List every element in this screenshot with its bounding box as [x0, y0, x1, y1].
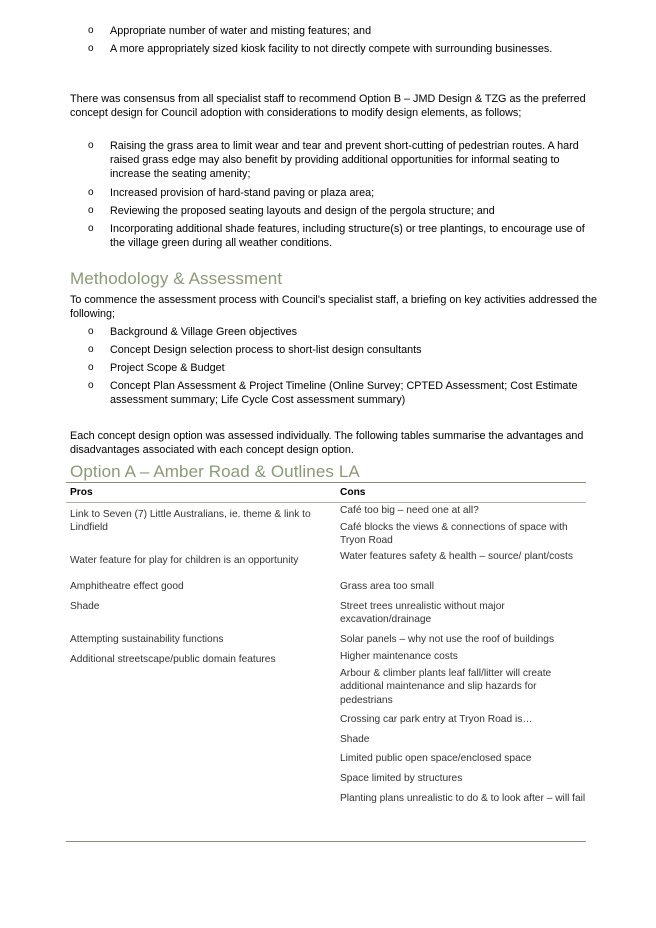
cons-cell: Arbour & climber plants leaf fall/litter will create additional maintenance and slip hazards for pedestrians [340, 668, 552, 706]
pros-cell: Water feature for play for children is an opportunity [70, 555, 299, 566]
pros-cell: Amphitheatre effect good [70, 581, 184, 592]
methodology-paragraph: To commence the assessment process with Council's specialist staff, a briefing on key activities addressed the following; [70, 294, 597, 321]
consensus-paragraph: There was consensus from all specialist staff to recommend Option B – JMD Design & TZG as the preferred concept design for Council adoption with considerations to modify design elements, as follows; [70, 93, 586, 120]
bullet-text: Incorporating additional shade features, including structure(s) or tree plantings, to encourage use of the village green during all weather conditions. [110, 223, 585, 250]
bullet-item [88, 139, 598, 182]
bullet-marker: o [88, 43, 94, 54]
bullet-text: Raising the grass area to limit wear and tear and prevent short-cutting of pedestrian routes. A hard raised grass edge may also benefit by providing additional opportunities for informal seating to increase the seating amenity; [110, 140, 579, 181]
cons-cell: Grass area too small [340, 581, 434, 592]
bullet-marker: o [88, 187, 94, 198]
cons-cell: Solar panels – why not use the roof of buildings [340, 634, 555, 645]
bullet-item [88, 361, 598, 375]
bullet-text: Background & Village Green objectives [110, 326, 298, 338]
cons-cell: Planting plans unrealistic to do & to look after – will fail [340, 793, 586, 804]
bullet-item [88, 204, 598, 218]
bullet-marker: o [88, 205, 94, 216]
option-a-heading: Option A – Amber Road & Outlines LA [70, 462, 360, 481]
bullet-item [88, 42, 598, 56]
pros-cell: Additional streetscape/public domain features [70, 654, 276, 665]
cons-cell: Limited public open space/enclosed space [340, 753, 532, 764]
bullet-text: Reviewing the proposed seating layouts and design of the pergola structure; and [110, 205, 495, 217]
cons-cell: Street trees unrealistic without major excavation/drainage [340, 601, 505, 626]
bullet-item [88, 379, 598, 407]
cons-cell: Crossing car park entry at Tryon Road is… [340, 714, 533, 725]
bullet-text: A more appropriately sized kiosk facility to not directly compete with surrounding businesses. [110, 43, 553, 55]
bullet-marker: o [88, 380, 94, 391]
assessment-paragraph: Each concept design option was assessed individually. The following tables summarise the advantages and disadvantages associated with each concept design option. [70, 430, 584, 457]
bullet-item [88, 325, 598, 339]
table-top-rule [66, 482, 586, 483]
bullet-item [88, 222, 598, 250]
bullet-text: Concept Plan Assessment & Project Timeline (Online Survey; CPTED Assessment; Cost Estimate assessment summary; Life Cycle Cost assessment summary) [110, 380, 578, 407]
bullet-marker: o [88, 326, 94, 337]
bullet-text: Project Scope & Budget [110, 362, 225, 374]
cons-cell: Water features safety & health – source/ plant/costs [340, 551, 573, 562]
pros-cell: Attempting sustainability functions [70, 634, 224, 645]
bullet-item [88, 186, 598, 200]
bullet-marker: o [88, 140, 94, 151]
cons-cell: Shade [340, 734, 370, 745]
bullet-text: Increased provision of hard-stand paving or plaza area; [110, 187, 375, 199]
bullet-marker: o [88, 25, 94, 36]
cons-cell: Higher maintenance costs [340, 651, 458, 662]
methodology-heading: Methodology & Assessment [70, 269, 283, 288]
bullet-item [88, 343, 598, 357]
table-header-rule [66, 502, 586, 503]
bullet-text: Concept Design selection process to short-list design consultants [110, 344, 422, 356]
table-bottom-rule [66, 841, 586, 842]
pros-header: Pros [70, 487, 93, 498]
cons-header: Cons [340, 487, 366, 498]
cons-cell: Space limited by structures [340, 773, 463, 784]
bullet-marker: o [88, 344, 94, 355]
cons-cell: Café too big – need one at all? [340, 505, 479, 516]
bullet-marker: o [88, 362, 94, 373]
bullet-text: Appropriate number of water and misting features; and [110, 25, 372, 37]
bullet-marker: o [88, 223, 94, 234]
cons-cell: Café blocks the views & connections of space with Tryon Road [340, 522, 568, 547]
pros-cell: Link to Seven (7) Little Australians, ie. theme & link to Lindfield [70, 509, 311, 534]
bullet-item [88, 24, 598, 38]
pros-cell: Shade [70, 601, 100, 612]
